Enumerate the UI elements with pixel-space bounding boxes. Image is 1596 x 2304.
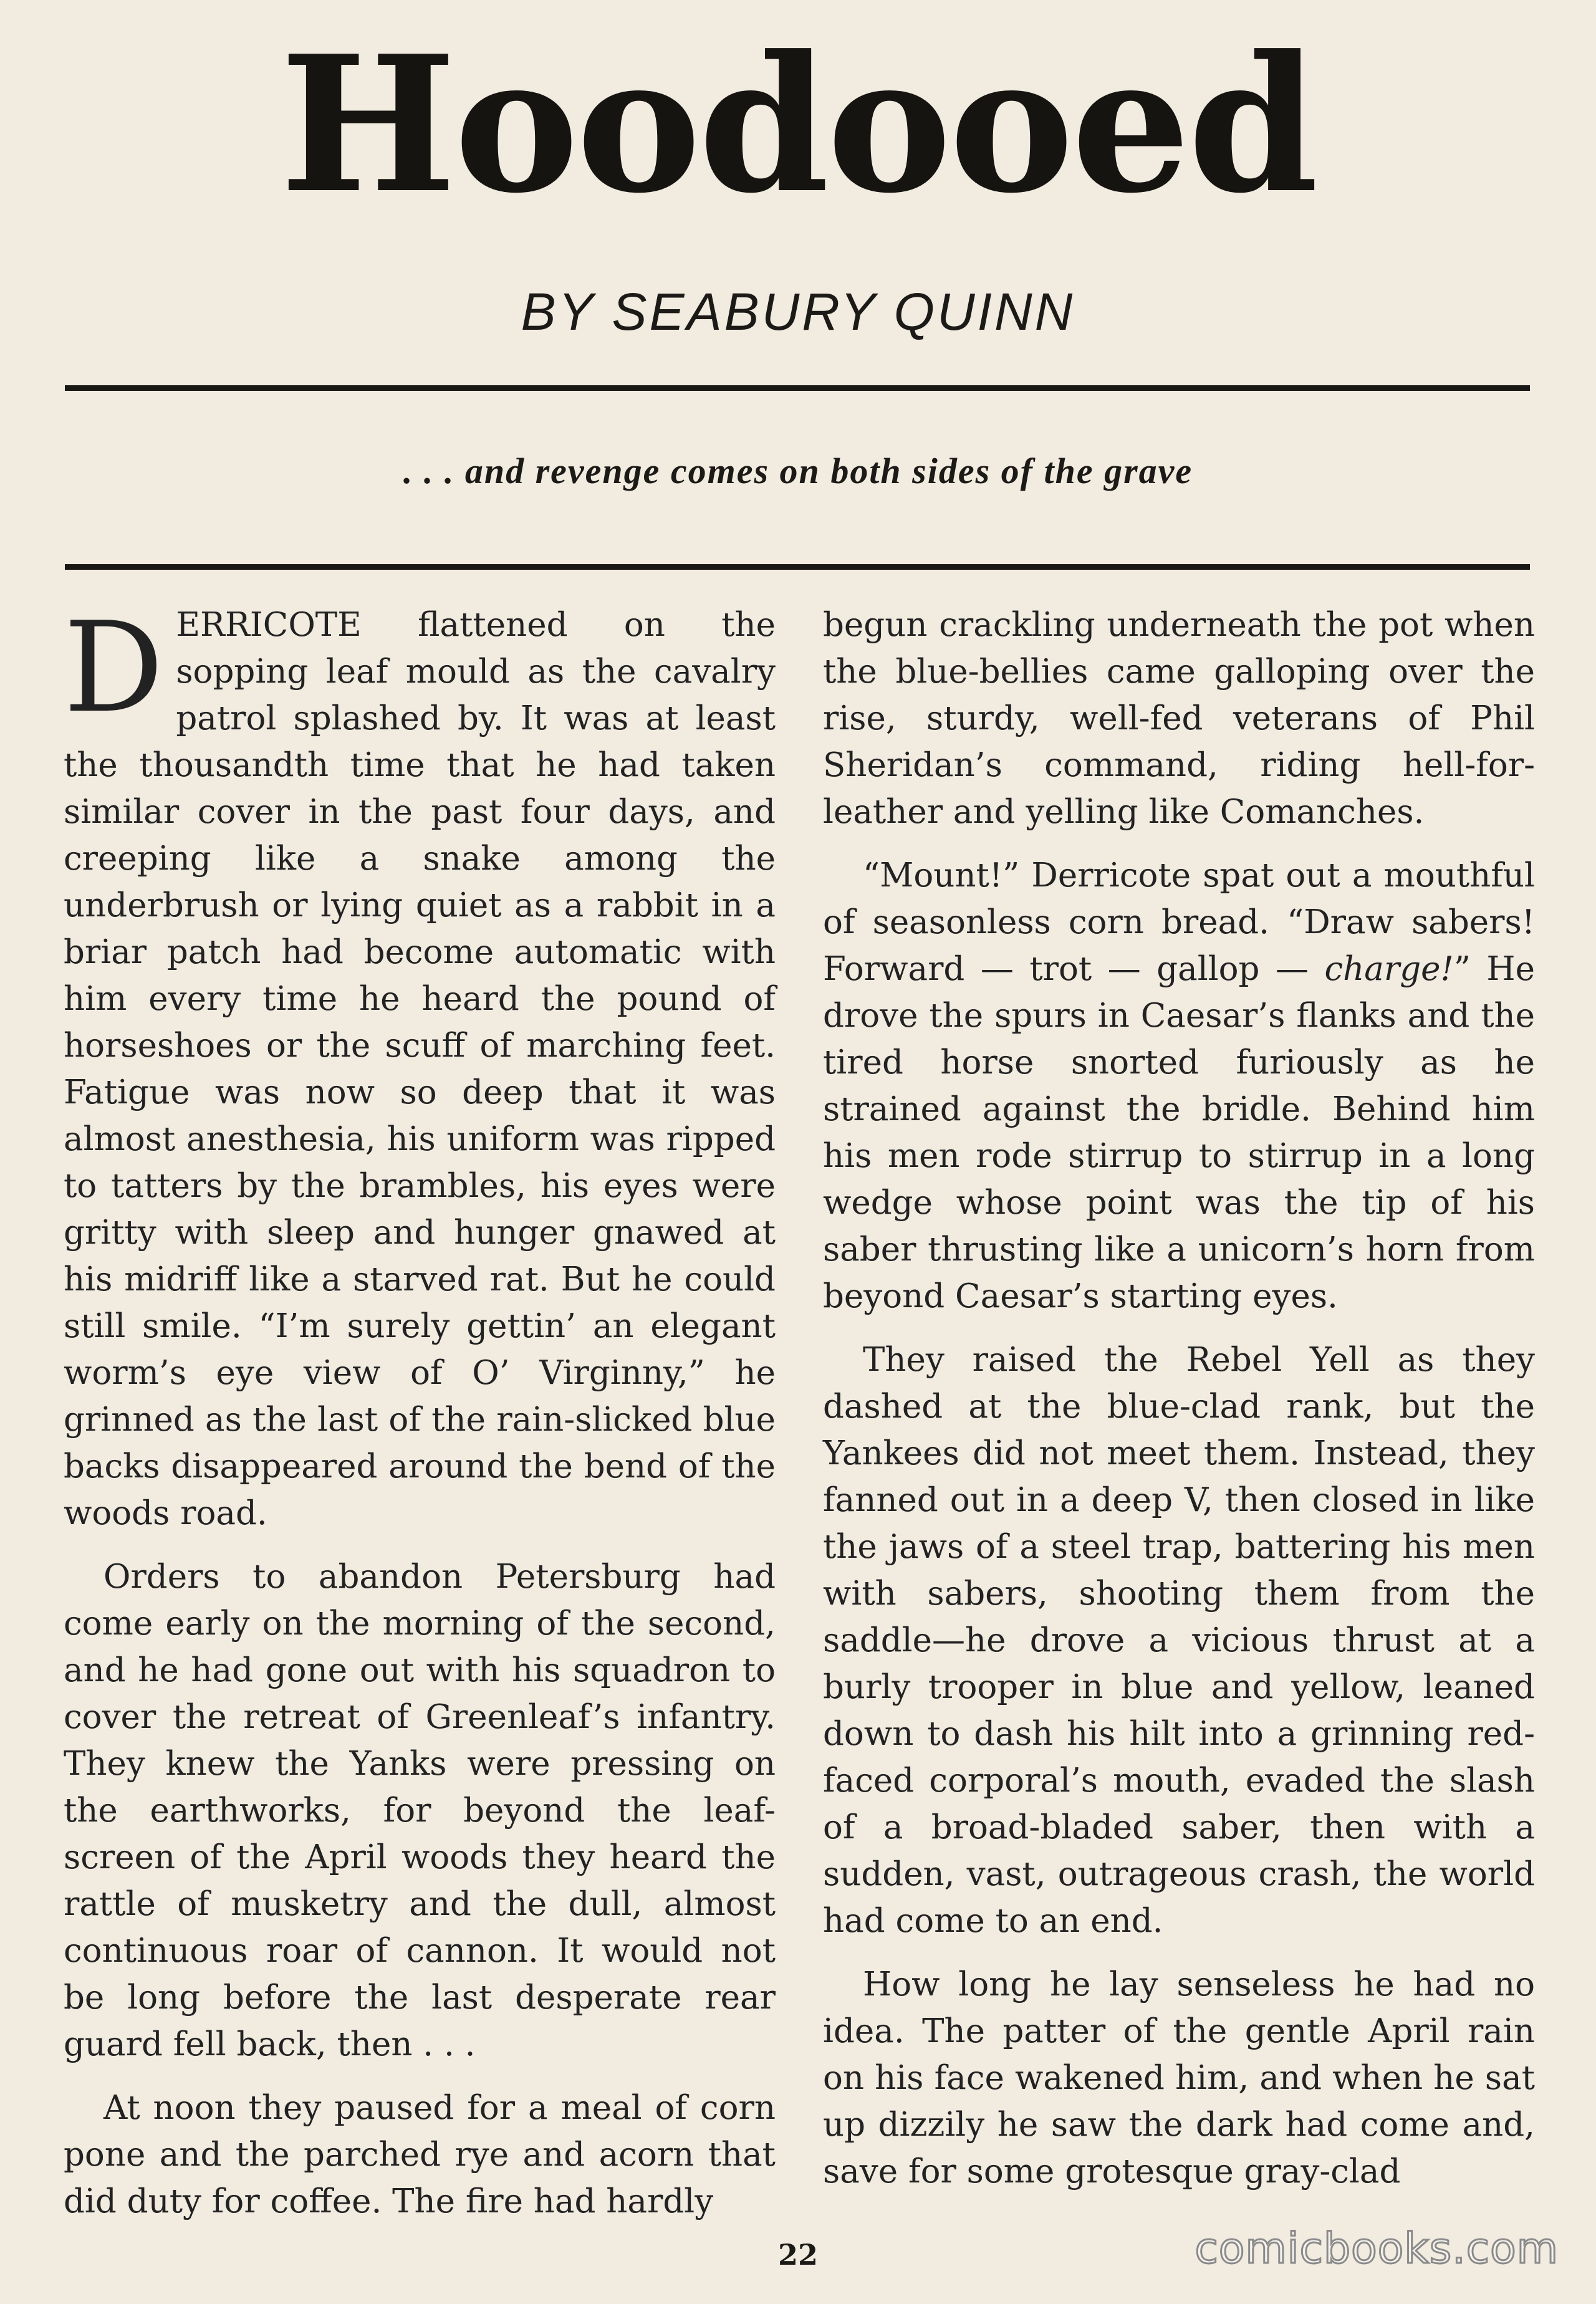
paragraph-text: “Mount!” Derricote spat out a mouthful of seasonless corn bread. “Draw sabers! Forward — trot — gallop — bbox=[823, 857, 1535, 988]
paragraph: At noon they paused for a meal of corn pone and the parched rye and acorn that did duty for coffee. The fire had hardly bbox=[64, 2089, 776, 2220]
watermark: comicbooks.com bbox=[1195, 2224, 1559, 2273]
top-divider bbox=[65, 385, 1530, 391]
story-title: Hoodooed bbox=[279, 14, 1317, 234]
paragraph: Orders to abandon Petersburg had come early on the morning of the second, and he had gone out with his squadron to cover the retreat of Greenleaf’s infantry. They knew the Yanks were pressing on the earthworks, for beyond the leaf-screen of the April woods they heard the rattle of musketry and the dull, almost continuous roar of cannon. It would not be long before the last desperate rear guard fell back, then . . . bbox=[64, 1558, 776, 2063]
paragraph bbox=[823, 852, 1535, 1320]
paragraph bbox=[64, 595, 776, 1537]
italic-text: charge! bbox=[1324, 950, 1454, 988]
bottom-divider bbox=[65, 564, 1530, 570]
paragraph: They raised the Rebel Yell as they dashed at the blue-clad rank, but the Yankees did not meet them. Instead, they fanned out in a deep V, then closed in like the jaws of a steel trap, battering his men with sabers, shooting them from the saddle—he drove a vicious thrust at a burly trooper in blue and yellow, leaned down to dash his hilt into a grinning red-faced corporal’s mouth, evaded the slash of a broad-bladed saber, then with a sudden, vast, outrageous crash, the world had come to an end. bbox=[823, 1341, 1535, 1940]
paragraph: begun crackling underneath the pot when the blue-bellies came galloping over the rise, sturdy, well-fed veterans of Phil Sheridan’s command, riding hell-for-leather and yelling like Comanches. bbox=[823, 606, 1535, 831]
paragraph-text: ” He drove the spurs in Caesar’s flanks and the tired horse snorted furiously as he strained against the bridle. Behind him his men rode stirrup to stirrup in a long wedge whose point was the tip of his saber thrusting like a unicorn’s horn from beyond Caesar’s starting eyes. bbox=[823, 950, 1535, 1315]
left-column bbox=[64, 595, 776, 2242]
page-number: 22 bbox=[777, 2238, 818, 2272]
story-tagline: . . . and revenge comes on both sides of the grave bbox=[403, 451, 1193, 491]
author-byline: BY SEABURY QUINN bbox=[521, 282, 1075, 341]
paragraph-text: ERRICOTE flattened on the sopping leaf mould as the cavalry patrol splashed by. It was at least the thousandth time that he had taken similar cover in the past four days, and creeping like a snake among the underbrush or lying quiet as a rabbit in a briar patch had become automatic with him every time he heard the pound of horseshoes or the scuff of marching feet. Fatigue was now so deep that it was almost anesthesia, his uniform was ripped to tatters by the brambles, his eyes were gritty with sleep and hunger gnawed at his midriff like a starved rat. But he could still smile. “I’m surely gettin’ an elegant worm’s eye view of O’ Virginny,” he grinned as the last of the rain-slicked blue backs disappeared around the bend of the woods road. bbox=[64, 606, 776, 1532]
drop-cap: D bbox=[64, 595, 164, 741]
paragraph: How long he lay senseless he had no idea. The patter of the gentle April rain on his face wakened him, and when he sat up dizzily he saw the dark had come and, save for some grotesque gray-clad bbox=[823, 1966, 1535, 2191]
right-column bbox=[823, 602, 1535, 2212]
